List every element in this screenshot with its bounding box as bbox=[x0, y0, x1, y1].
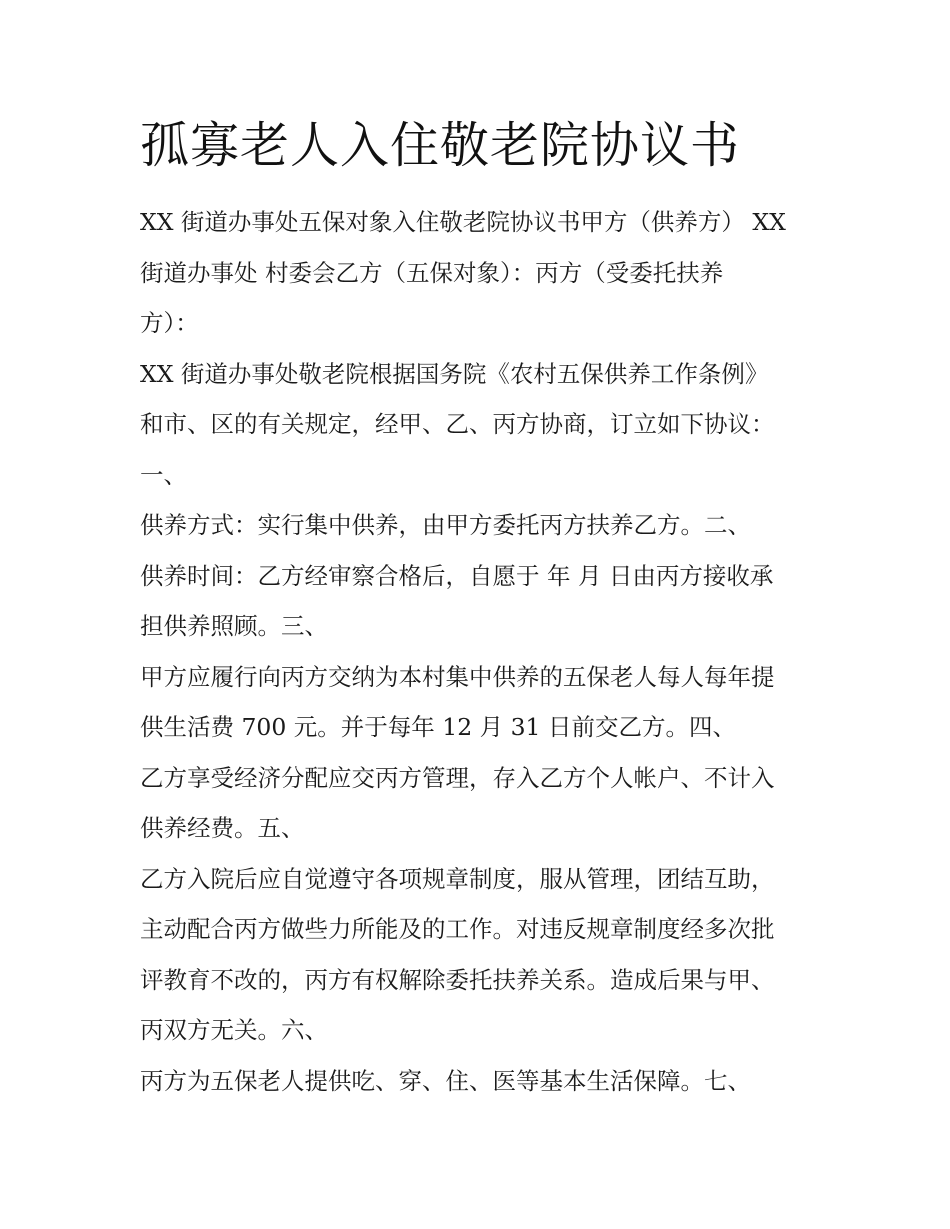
body-line: 方）： bbox=[140, 309, 199, 337]
body-line: XX 街道办事处敬老院根据国务院《农村五保供养工作条例》 bbox=[140, 359, 769, 388]
body-line: 甲方应履行向丙方交纳为本村集中供养的五保老人每人每年提 bbox=[140, 662, 775, 691]
body-line: 丙双方无关。六、 bbox=[140, 1016, 328, 1044]
body-line: 担供养照顾。三、 bbox=[140, 612, 328, 640]
body-line: 乙方入院后应自觉遵守各项规章制度，服从管理，团结互助， bbox=[140, 864, 775, 893]
body-line: 乙方享受经济分配应交丙方管理，存入乙方个人帐户、不计入 bbox=[140, 763, 775, 792]
body-line: 供养方式：实行集中供养，由甲方委托丙方扶养乙方。二、 bbox=[140, 511, 751, 539]
body-line: 主动配合丙方做些力所能及的工作。对违反规章制度经多次批 bbox=[140, 915, 775, 943]
document-body bbox=[140, 202, 820, 1111]
body-line: 街道办事处 村委会乙方（五保对象）：丙方（受委托扶养 bbox=[140, 258, 724, 287]
body-line: 供生活费 700 元。并于每年 12 月 31 日前交乙方。四、 bbox=[140, 713, 736, 741]
body-line: 评教育不改的，丙方有权解除委托扶养关系。造成后果与甲、 bbox=[140, 965, 775, 994]
body-line: 和市、区的有关规定，经甲、乙、丙方协商，订立如下协议： bbox=[140, 410, 775, 438]
body-line: 供养经费。五、 bbox=[140, 814, 305, 842]
body-line: XX 街道办事处五保对象入住敬老院协议书甲方（供养方） XX bbox=[140, 208, 786, 236]
document-title: 孤寡老人入住敬老院协议书 bbox=[140, 117, 741, 174]
body-line: 一、 bbox=[140, 460, 187, 489]
body-line: 丙方为五保老人提供吃、穿、住、医等基本生活保障。七、 bbox=[140, 1066, 751, 1095]
body-line: 供养时间：乙方经审察合格后，自愿于 年 月 日由丙方接收承 bbox=[140, 561, 774, 590]
